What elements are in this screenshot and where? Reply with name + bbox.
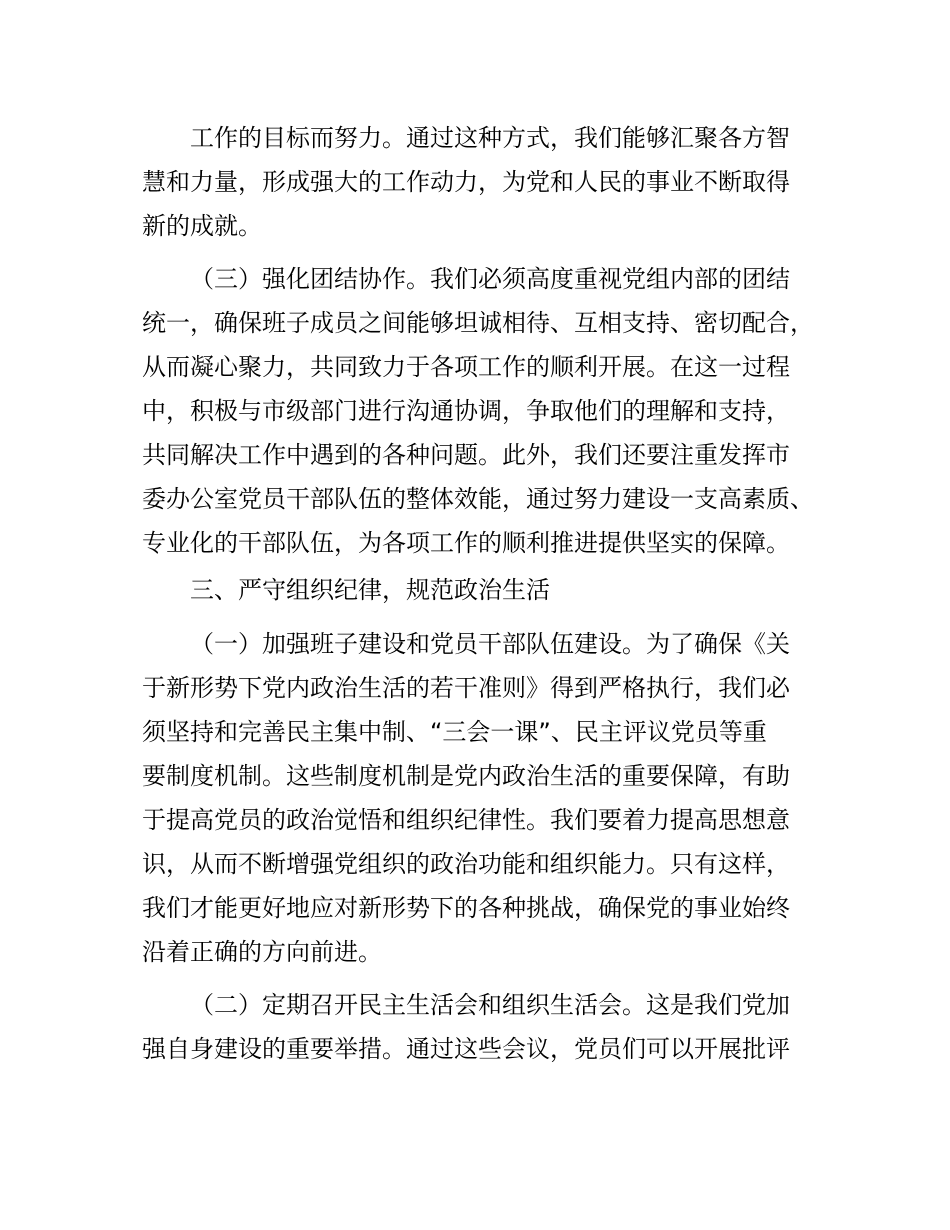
paragraph-first-line: （三）强化团结协作。我们必须高度重视党组内部的团结 — [190, 265, 790, 293]
paragraph-first-line: （二）定期召开民主生活会和组织生活会。这是我们党加 — [190, 991, 790, 1019]
text-line: 共同解决工作中遇到的各种问题。此外，我们还要注重发挥市 — [142, 441, 790, 469]
section-heading: 三、严守组织纪律，规范政治生活 — [190, 576, 550, 604]
text-line: 委办公室党员干部队伍的整体效能，通过努力建设一支高素质、 — [142, 485, 814, 513]
text-line: 中，积极与市级部门进行沟通协调，争取他们的理解和支持， — [142, 397, 790, 425]
text-line: 从而凝心聚力，共同致力于各项工作的顺利开展。在这一过程 — [142, 353, 790, 381]
text-line: 于提高党员的政治觉悟和组织纪律性。我们要着力提高思想意 — [142, 806, 790, 834]
text-line: 要制度机制。这些制度机制是党内政治生活的重要保障，有助 — [142, 762, 790, 790]
text-line: 专业化的干部队伍，为各项工作的顺利推进提供坚实的保障。 — [142, 529, 790, 557]
text-line: 新的成就。 — [142, 212, 262, 240]
text-line: 于新形势下党内政治生活的若干准则》得到严格执行，我们必 — [142, 674, 790, 702]
text-line: 慧和力量，形成强大的工作动力，为党和人民的事业不断取得 — [142, 168, 790, 196]
text-line: 工作的目标而努力。通过这种方式，我们能够汇聚各方智 — [190, 124, 790, 152]
paragraph-first-line: （一）加强班子建设和党员干部队伍建设。为了确保《关 — [190, 630, 790, 658]
text-line: 须坚持和完善民主集中制、“三会一课”、民主评议党员等重 — [142, 718, 767, 746]
text-line: 我们才能更好地应对新形势下的各种挑战，确保党的事业始终 — [142, 894, 790, 922]
text-line: 沿着正确的方向前进。 — [142, 938, 382, 966]
text-line: 强自身建设的重要举措。通过这些会议，党员们可以开展批评 — [142, 1035, 790, 1063]
text-line: 统一，确保班子成员之间能够坦诚相待、互相支持、密切配合， — [142, 309, 814, 337]
text-line: 识，从而不断增强党组织的政治功能和组织能力。只有这样， — [142, 850, 790, 878]
